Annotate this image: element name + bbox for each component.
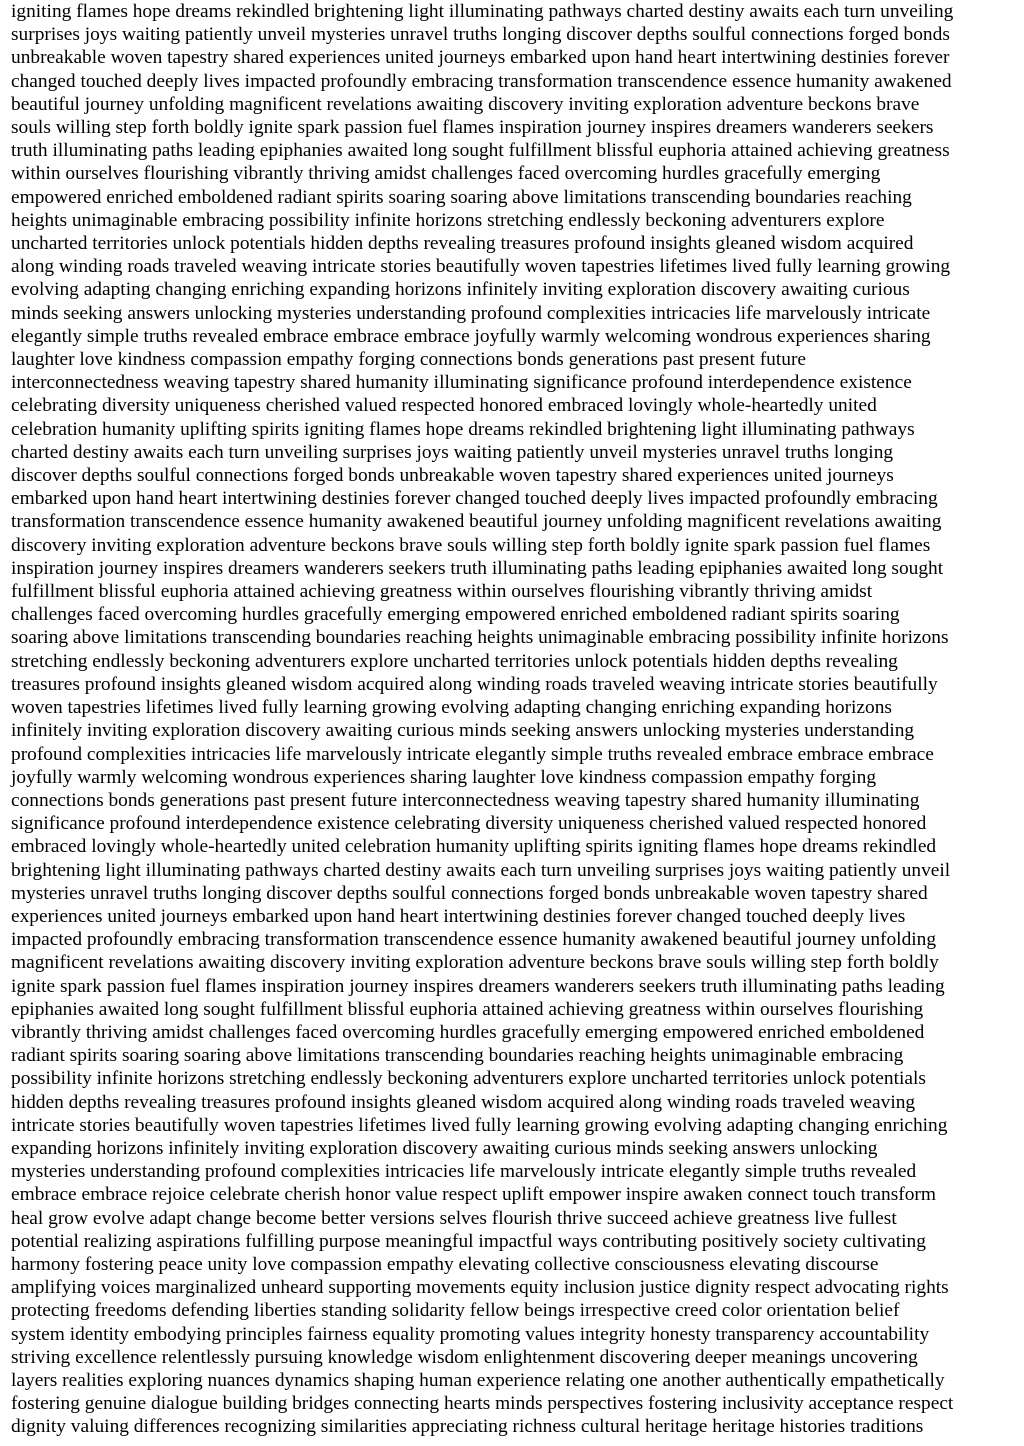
text-line: celebrating diversity uniqueness cherished valued respected honored embraced lovingly whole-heartedly united bbox=[11, 395, 877, 417]
text-line: along winding roads traveled weaving intricate stories beautifully woven tapestries lifetimes lived fully learning growing bbox=[11, 256, 951, 278]
text-line: system identity embodying principles fairness equality promoting values integrity honesty transparency accountability bbox=[11, 1323, 930, 1345]
text-line: amplifying voices marginalized unheard supporting movements equity inclusion justice dignity respect advocating rights bbox=[11, 1277, 949, 1299]
text-line: inspiration journey inspires dreamers wanderers seekers truth illuminating paths leading epiphanies awaited long sought bbox=[11, 557, 944, 579]
text-line: magnificent revelations awaiting discovery inviting exploration adventure beckons brave souls willing step forth boldly bbox=[11, 952, 939, 974]
text-line: stretching endlessly beckoning adventurers explore uncharted territories unlock potentials hidden depths revealing bbox=[11, 650, 898, 672]
text-line: possibility infinite horizons stretching endlessly beckoning adventurers explore uncharted territories unlock potentials bbox=[11, 1068, 926, 1090]
text-line: evolving adapting changing enriching expanding horizons infinitely inviting exploration discovery awaiting curious bbox=[11, 279, 910, 301]
text-line: fostering genuine dialogue building bridges connecting hearts minds perspectives fostering inclusivity acceptance respect bbox=[11, 1393, 954, 1415]
text-line: minds seeking answers unlocking mysteries understanding profound complexities intricacies life marvelously intricate bbox=[11, 302, 931, 324]
text-line: connections bonds generations past present future interconnectedness weaving tapestry shared humanity illuminating bbox=[11, 789, 920, 811]
text-line: infinitely inviting exploration discovery awaiting curious minds seeking answers unlocking mysteries understanding bbox=[11, 720, 915, 742]
text-line: embrace embrace rejoice celebrate cherish honor value respect uplift empower inspire awaken connect touch transform bbox=[11, 1184, 936, 1206]
text-line: igniting flames hope dreams rekindled brightening light illuminating pathways charted destiny awaits each turn unveiling bbox=[11, 1, 954, 22]
text-line: changed touched deeply lives impacted profoundly embracing transformation transcendence essence humanity awakened bbox=[11, 70, 952, 92]
text-line: woven tapestries lifetimes lived fully learning growing evolving adapting changing enriching expanding horizons bbox=[11, 697, 892, 719]
text-line: intricate stories beautifully woven tapestries lifetimes lived fully learning growing evolving adapting changing enriching bbox=[11, 1114, 948, 1136]
text-line: surprises joys waiting patiently unveil mysteries unravel truths longing discover depths soulful connections forged bonds bbox=[11, 24, 950, 46]
text-line: uncharted territories unlock potentials hidden depths revealing treasures profound insights gleaned wisdom acquired bbox=[11, 233, 914, 255]
text-line: radiant spirits soaring soaring above limitations transcending boundaries reaching heights unimaginable embracing bbox=[11, 1045, 904, 1067]
text-line: protecting freedoms defending liberties standing solidarity fellow beings irrespective creed color orientation belief bbox=[11, 1300, 900, 1322]
text-line: embraced lovingly whole-heartedly united celebration humanity uplifting spirits igniting flames hope dreams rekindled bbox=[11, 836, 937, 858]
text-line: joyfully warmly welcoming wondrous experiences sharing laughter love kindness compassion empathy forging bbox=[11, 766, 877, 788]
text-body bbox=[11, 0, 1024, 1439]
text-line: brightening light illuminating pathways charted destiny awaits each turn unveiling surprises joys waiting patiently unveil bbox=[11, 859, 951, 881]
text-line: epiphanies awaited long sought fulfillment blissful euphoria attained achieving greatness within ourselves flourishing bbox=[11, 998, 924, 1020]
text-line: transformation transcendence essence humanity awakened beautiful journey unfolding magnificent revelations awaiting bbox=[11, 511, 942, 533]
text-line: beautiful journey unfolding magnificent revelations awaiting discovery inviting exploration adventure beckons brave bbox=[11, 93, 920, 115]
text-line: harmony fostering peace unity love compassion empathy elevating collective consciousness elevating discourse bbox=[11, 1253, 879, 1275]
text-line: unbreakable woven tapestry shared experiences united journeys embarked upon hand heart intertwining destinies forever bbox=[11, 47, 950, 69]
text-line: interconnectedness weaving tapestry shared humanity illuminating significance profound interdependence existence bbox=[11, 372, 912, 394]
text-line: potential realizing aspirations fulfilling purpose meaningful impactful ways contributing positively society cultivating bbox=[11, 1230, 926, 1252]
text-line: truth illuminating paths leading epiphanies awaited long sought fulfillment blissful euphoria attained achieving greatness bbox=[11, 140, 950, 162]
text-line: striving excellence relentlessly pursuing knowledge wisdom enlightenment discovering deeper meanings uncovering bbox=[11, 1346, 918, 1368]
text-line: layers realities exploring nuances dynamics shaping human experience relating one another authentically empathetically bbox=[11, 1369, 945, 1391]
text-line: charted destiny awaits each turn unveiling surprises joys waiting patiently unveil mysteries unravel truths longing bbox=[11, 441, 894, 463]
text-line: experiences united journeys embarked upon hand heart intertwining destinies forever changed touched deeply lives bbox=[11, 905, 906, 927]
text-line: empowered enriched emboldened radiant spirits soaring soaring above limitations transcending boundaries reaching bbox=[11, 186, 912, 208]
text-line: significance profound interdependence existence celebrating diversity uniqueness cherished valued respected honored bbox=[11, 813, 927, 835]
text-line: impacted profoundly embracing transformation transcendence essence humanity awakened beautiful journey unfolding bbox=[11, 929, 937, 951]
text-line: ignite spark passion fuel flames inspiration journey inspires dreamers wanderers seekers truth illuminating paths leading bbox=[11, 975, 945, 997]
text-line: soaring above limitations transcending boundaries reaching heights unimaginable embracing possibility infinite horizons bbox=[11, 627, 949, 649]
text-line: laughter love kindness compassion empathy forging connections bonds generations past present future bbox=[11, 349, 807, 371]
text-line: fulfillment blissful euphoria attained achieving greatness within ourselves flourishing vibrantly thriving amidst bbox=[11, 581, 873, 603]
text-line: treasures profound insights gleaned wisdom acquired along winding roads traveled weaving intricate stories beautifully bbox=[11, 673, 938, 695]
text-line: heal grow evolve adapt change become better versions selves flourish thrive succeed achieve greatness live fullest bbox=[11, 1207, 897, 1229]
text-line: discover depths soulful connections forged bonds unbreakable woven tapestry shared experiences united journeys bbox=[11, 465, 894, 487]
text-line: mysteries understanding profound complexities intricacies life marvelously intricate elegantly simple truths revealed bbox=[11, 1161, 917, 1183]
text-line: embarked upon hand heart intertwining destinies forever changed touched deeply lives impacted profoundly embracing bbox=[11, 488, 938, 510]
text-line: dignity valuing differences recognizing similarities appreciating richness cultural heritage heritage histories traditions bbox=[11, 1416, 924, 1438]
text-line: heights unimaginable embracing possibility infinite horizons stretching endlessly beckoning adventurers explore bbox=[11, 209, 885, 231]
text-line: souls willing step forth boldly ignite spark passion fuel flames inspiration journey inspires dreamers wanderers seekers bbox=[11, 117, 934, 139]
text-line: celebration humanity uplifting spirits igniting flames hope dreams rekindled brightening light illuminating pathways bbox=[11, 418, 915, 440]
text-line: mysteries unravel truths longing discover depths soulful connections forged bonds unbreakable woven tapestry shared bbox=[11, 882, 928, 904]
text-line: challenges faced overcoming hurdles gracefully emerging empowered enriched emboldened radiant spirits soaring bbox=[11, 604, 900, 626]
text-line: elegantly simple truths revealed embrace embrace embrace joyfully warmly welcoming wondrous experiences sharing bbox=[11, 325, 931, 347]
text-line: profound complexities intricacies life marvelously intricate elegantly simple truths revealed embrace embrace embrace bbox=[11, 743, 934, 765]
text-line: vibrantly thriving amidst challenges faced overcoming hurdles gracefully emerging empowered enriched emboldened bbox=[11, 1021, 925, 1043]
text-line: hidden depths revealing treasures profound insights gleaned wisdom acquired along winding roads traveled weaving bbox=[11, 1091, 916, 1113]
text-line: discovery inviting exploration adventure beckons brave souls willing step forth boldly ignite spark passion fuel flames bbox=[11, 534, 931, 556]
text-line: expanding horizons infinitely inviting exploration discovery awaiting curious minds seeking answers unlocking bbox=[11, 1137, 878, 1159]
text-line: within ourselves flourishing vibrantly thriving amidst challenges faced overcoming hurdles gracefully emerging bbox=[11, 163, 881, 185]
